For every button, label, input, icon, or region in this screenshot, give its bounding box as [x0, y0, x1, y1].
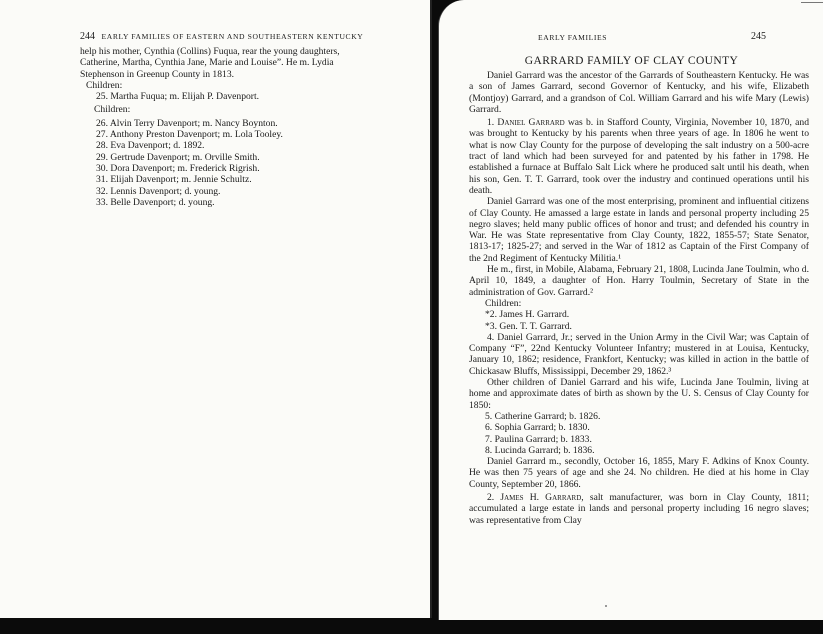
- scan-edge-mark: [801, 2, 823, 3]
- left-body-text: [80, 46, 420, 208]
- right-page-number: 245: [751, 31, 766, 42]
- child-entry: *3. Gen. T. T. Garrard.: [485, 320, 572, 332]
- scan-speck: [605, 605, 607, 607]
- children-label: Children:: [86, 79, 123, 91]
- children-label: Children:: [485, 297, 522, 309]
- child-entry: 5. Catherine Garrard; b. 1826.: [485, 410, 601, 422]
- entry-number: 2.: [487, 491, 495, 503]
- child-entry: 26. Alvin Terry Davenport; m. Nancy Boynton.: [96, 117, 278, 129]
- right-body-text: [469, 70, 809, 526]
- right-page: [438, 0, 823, 634]
- child-entry: 30. Dora Davenport; m. Frederick Rigrish.: [96, 162, 260, 174]
- child-entry: 6. Sophia Garrard; b. 1830.: [485, 422, 590, 434]
- left-running-title: EARLY FAMILIES OF EASTERN AND SOUTHEASTERN KENTUCKY: [101, 32, 364, 41]
- text-line: Stephenson in Greenup County in 1813.: [80, 68, 235, 80]
- child-entry: 28. Eva Davenport; d. 1892.: [96, 140, 205, 152]
- left-page-number: 244: [80, 31, 95, 42]
- child-entry: 32. Lennis Davenport; d. young.: [96, 185, 221, 197]
- paragraph: Daniel Garrard was one of the most enterprising, prominent and influential citizens of Clay County. He amassed a large estate in lands and personal property including 25 negro slaves; held many public offices of honor and trust; and defended his country in War. He was State representative from Clay County, 1822, 1855-57; State Senator, 1813-17; 1825-27; and served in the War of 1812 as Captain of the First Company of the 2nd Regiment of Kentucky Militia.¹: [469, 196, 809, 264]
- child-entry: 27. Anthony Preston Davenport; m. Lola Tooley.: [96, 129, 283, 141]
- entry-text: was b. in Stafford County, Virginia, November 10, 1870, and was brought to Kentucky by his parents when three years of age. In 1806 he went to what is now Clay County for the purpose of developing the salt industry on a 500-acre tract of land which had been surveyed for and patented by his father in 1798. He established a furnace at Buffalo Salt Lick where he produced salt until his death, when his son, Gen. T. T. Garrard, took over the industry and continued operations until his death.: [469, 117, 809, 196]
- paragraph: Daniel Garrard m., secondly, October 16, 1855, Mary F. Adkins of Knox County. He was then 75 years of age and she 24. No children. He died at his home in Clay County, September 20, 1866.: [469, 456, 809, 490]
- child-entry: 29. Gertrude Davenport; m. Orville Smith.: [96, 151, 260, 163]
- child-entry: 33. Belle Davenport; d. young.: [96, 196, 215, 208]
- text-line: Catherine, Martha, Cynthia Jane, Marie and Louise”. He m. Lydia: [80, 57, 334, 69]
- child-entry: 8. Lucinda Garrard; b. 1836.: [485, 444, 595, 456]
- intro-paragraph: Daniel Garrard was the ancestor of the Garrards of Southeastern Kentucky. He was a son of James Garrard, second Governor of Kentucky, and his wife, Elizabeth (Montjoy) Garrard, and a grandson of Col. William Garrard and his wife Mary (Lewis) Garrard.: [469, 70, 809, 115]
- child-entry: 25. Martha Fuqua; m. Elijah P. Davenport.: [96, 91, 260, 103]
- entry-number: 1.: [487, 117, 495, 129]
- scan-bottom-edge: [0, 620, 823, 634]
- child-entry: 31. Elijah Davenport; m. Jennie Schultz.: [96, 174, 252, 186]
- entry-name: Daniel Garrard: [497, 117, 565, 129]
- left-running-head: [80, 31, 420, 42]
- entry-daniel-garrard: [469, 117, 809, 196]
- children-label: Children:: [94, 104, 131, 116]
- child-entry: *2. James H. Garrard.: [485, 309, 570, 321]
- right-running-title: EARLY FAMILIES: [538, 33, 608, 42]
- chapter-title: GARRARD FAMILY OF CLAY COUNTY: [524, 55, 739, 67]
- entry-text: salt manufacturer, was born in Clay County, 1811; accumulated a large estate in lands and personal property including 16 negro slaves; was representative from Clay: [469, 491, 809, 526]
- paragraph: He m., first, in Mobile, Alabama, February 21, 1808, Lucinda Jane Toulmin, who d. April 10, 1849, a daughter of Hon. Harry Toulmin, Secretary of State in the administration of Gov. Garrard.²: [469, 264, 809, 298]
- entry-name: James H. Garrard,: [500, 491, 584, 503]
- text-line: help his mother, Cynthia (Collins) Fuqua, rear the young daughters,: [80, 46, 340, 57]
- paragraph: Other children of Daniel Garrard and his wife, Lucinda Jane Toulmin, living at home and approximate dates of birth as shown by the U. S. Census of Clay County for 1850:: [469, 377, 809, 411]
- paragraph: 4. Daniel Garrard, Jr.; served in the Union Army in the Civil War; was Captain of Company “F”, 22nd Kentucky Volunteer Infantry; mustered in at Louisa, Kentucky, January 10, 1862; residence, Frankfort, Kentucky; was killed in action in the battle of Chickasaw Bluffs, Mississippi, December 29, 1862.³: [469, 331, 809, 377]
- child-entry: 7. Paulina Garrard; b. 1833.: [485, 433, 592, 445]
- entry-james-h-garrard: [469, 492, 809, 526]
